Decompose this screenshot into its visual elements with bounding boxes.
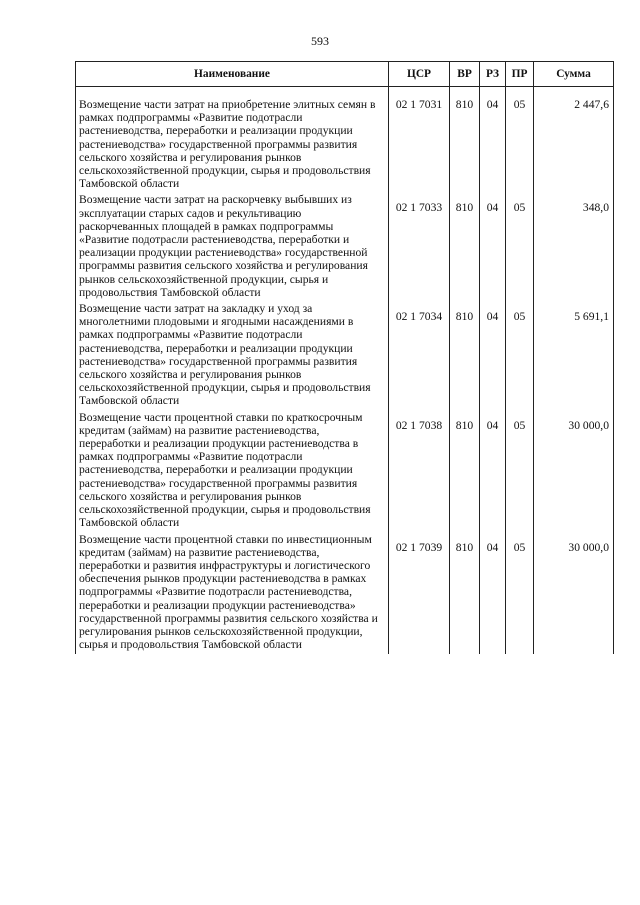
row-csr: 02 1 7031 [389,87,450,194]
row-rz: 04 [480,87,506,194]
row-name: Возмещение части процентной ставки по краткосрочным кредитам (займам) на развитие растениеводства, переработки и реализации продукции растениеводства в рамках подпрограммы «Развитие подотрасли растениеводства, переработки и реализации продукции растениеводства» государственной программы развития сельского хозяйства и регулирования рынков сельскохозяйственной продукции, сырья и продовольствия Тамбовской области [76,411,389,533]
row-sum: 30 000,0 [534,411,614,533]
table-row [76,193,614,302]
row-name: Возмещение части затрат на приобретение элитных семян в рамках подпрограммы «Развитие подотрасли растениеводства, переработки и реализации продукции растениеводства» государственной программы развития сельского хозяйства и регулирования рынков сельскохозяйственной продукции, сырья и продовольствия Тамбовской области [76,87,389,194]
row-vr: 810 [450,411,480,533]
row-name: Возмещение части затрат на раскорчевку выбывших из эксплуатации старых садов и рекультивацию раскорчеванных площадей в рамках подпрограммы «Развитие подотрасли растениеводства, переработки и реализации продукции растениеводства» государственной программы развития сельского хозяйства и регулирования рынков сельскохозяйственной продукции, сырья и продовольствия Тамбовской области [76,193,389,302]
row-csr: 02 1 7033 [389,193,450,302]
row-csr: 02 1 7034 [389,302,450,411]
row-rz: 04 [480,533,506,655]
row-pr: 05 [506,193,534,302]
column-header-sum: Сумма [534,62,614,87]
row-rz: 04 [480,302,506,411]
row-sum: 348,0 [534,193,614,302]
table-row [76,87,614,194]
row-rz: 04 [480,193,506,302]
row-sum: 30 000,0 [534,533,614,655]
budget-table [75,61,614,654]
row-vr: 810 [450,193,480,302]
table-row [76,302,614,411]
row-pr: 05 [506,302,534,411]
row-pr: 05 [506,533,534,655]
column-header-rz: РЗ [480,62,506,87]
table-row [76,533,614,655]
row-csr: 02 1 7038 [389,411,450,533]
column-header-csr: ЦСР [389,62,450,87]
row-csr: 02 1 7039 [389,533,450,655]
row-vr: 810 [450,302,480,411]
column-header-pr: ПР [506,62,534,87]
row-pr: 05 [506,411,534,533]
row-pr: 05 [506,87,534,194]
row-vr: 810 [450,533,480,655]
page-number: 593 [311,34,329,48]
row-name: Возмещение части процентной ставки по инвестиционным кредитам (займам) на развитие растениеводства, переработки и развития инфраструктуры и логистического обеспечения рынков продукции растениеводства в рамках подпрограммы «Развитие подотрасли растениеводства, переработки и реализации продукции растениеводства» государственной программы развития сельского хозяйства и регулирования рынков сельскохозяйственной продукции, сырья и продовольствия Тамбовской области [76,533,389,655]
row-rz: 04 [480,411,506,533]
table-row [76,411,614,533]
table-header-row [76,62,614,87]
column-header-vr: ВР [450,62,480,87]
column-header-name: Наименование [76,62,389,87]
row-name: Возмещение части затрат на закладку и уход за многолетними плодовыми и ягодными насаждениями в рамках подпрограммы «Развитие подотрасли растениеводства, переработки и реализации продукции растениеводства» государственной программы развития сельского хозяйства и регулирования рынков сельскохозяйственной продукции, сырья и продовольствия Тамбовской области [76,302,389,411]
row-vr: 810 [450,87,480,194]
row-sum: 5 691,1 [534,302,614,411]
row-sum: 2 447,6 [534,87,614,194]
